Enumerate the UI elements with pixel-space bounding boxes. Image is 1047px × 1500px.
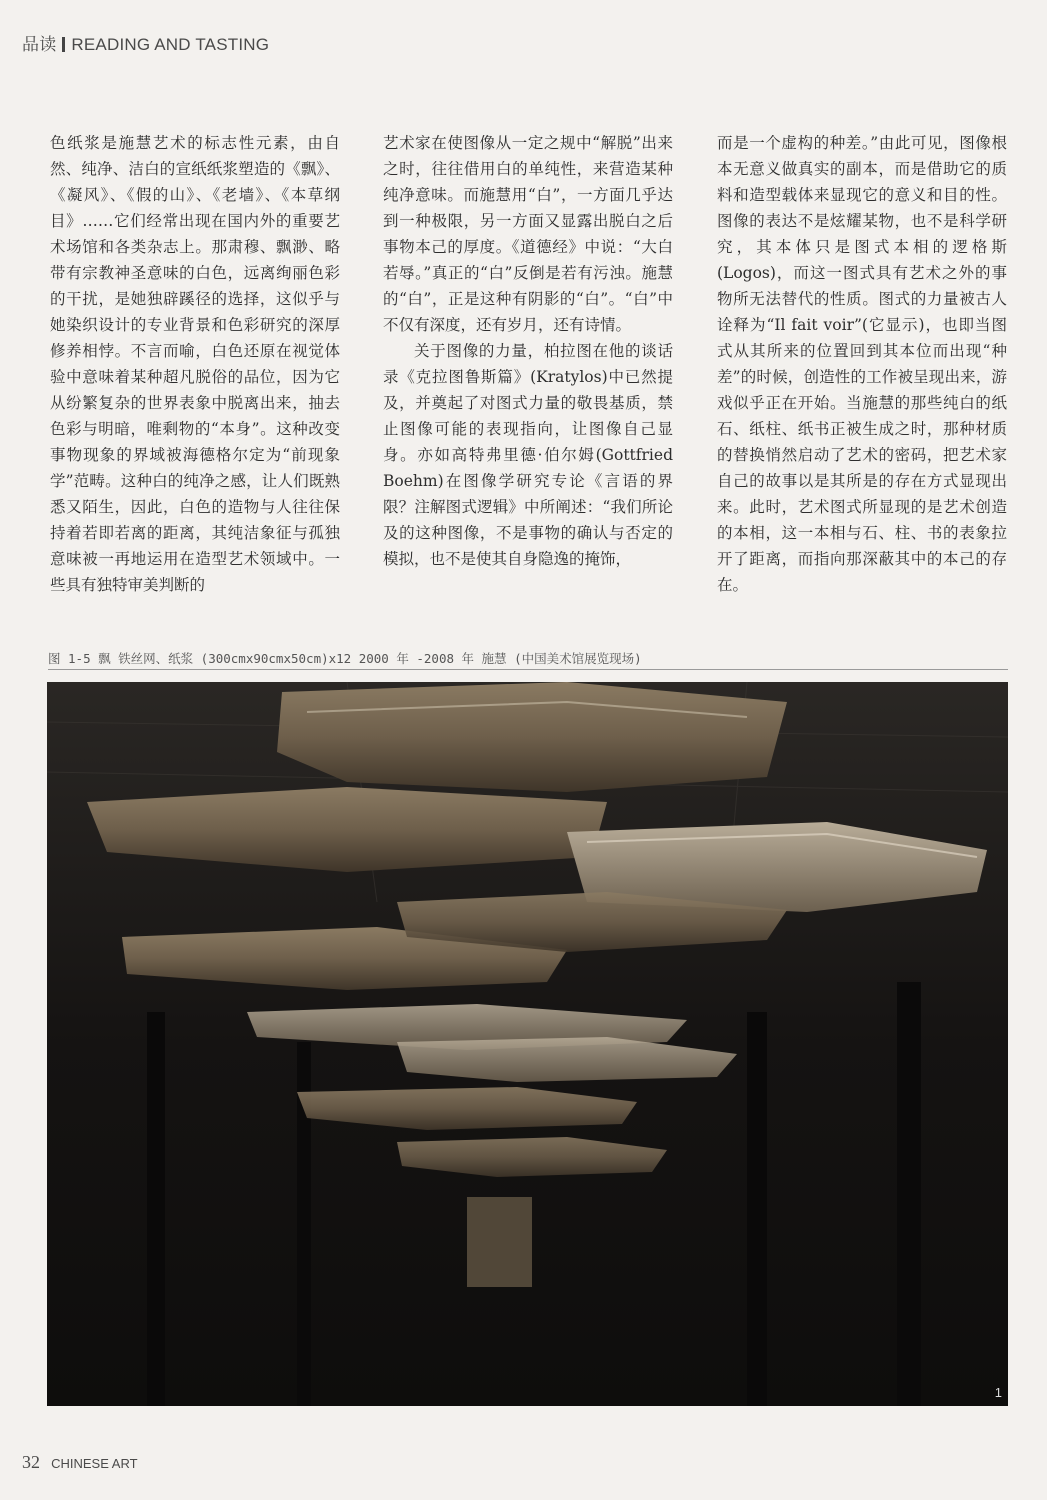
article-column-1	[50, 130, 340, 598]
paragraph: 色纸浆是施慧艺术的标志性元素，由自然、纯净、洁白的宣纸纸浆塑造的《飘》、《凝风》、《假的山》、《老墙》、《本草纲目》……它们经常出现在国内外的重要艺术场馆和各类杂志上。那肃穆、飘渺、略带有宗教神圣意味的白色，远离绚丽色彩的干扰，是她独辟蹊径的选择，这似乎与她染织设计的专业背景和色彩研究的深厚修养相悖。不言而喻，白色还原在视觉体验中意味着某种超凡脱俗的品位，因为它从纷繁复杂的世界表象中脱离出来，抽去色彩与明暗，唯剩物的“本身”。这种改变事物现象的界域被海德格尔定为“前现象学”范畴。这种白的纯净之感，让人们既熟悉又陌生，因此，白色的造物与人往往保持着若即若离的距离，其纯洁象征与孤独意味被一再地运用在造型艺术领域中。一些具有独特审美判断的	[50, 134, 340, 594]
paragraph: 关于图像的力量，柏拉图在他的谈话录《克拉图鲁斯篇》(Kratylos)中已然提及，并奠起了对图式力量的敬畏基质，禁止图像可能的表现指向，让图像自己显身。亦如高特弗里德·伯尔姆(Gottfried Boehm)在图像学研究专论《言语的界限？注解图式逻辑》中所阐述：“我们所论及的这种图像，不是事物的确认与否定的模拟，也不是使其自身隐逸的掩饰，	[383, 342, 673, 568]
magazine-name: CHINESE ART	[51, 1456, 138, 1471]
page-footer	[22, 1452, 138, 1473]
header-divider	[62, 37, 65, 52]
figure-number: 1	[994, 1385, 1002, 1400]
article-column-3	[717, 130, 1007, 598]
section-title-en: READING AND TASTING	[71, 35, 270, 54]
figure-caption: 图 1-5 飘 铁丝网、纸浆 (300cmx90cmx50cm)x12 2000 年 -2008 年 施慧 (中国美术馆展览现场)	[48, 651, 642, 666]
caption-rule	[48, 669, 1008, 670]
page-number: 32	[22, 1452, 40, 1472]
paragraph: 艺术家在使图像从一定之规中“解脱”出来之时，往往借用白的单纯性，来营造某种纯净意味。而施慧用“白”，一方面几乎达到一种极限，另一方面又显露出脱白之后事物本己的厚度。《道德经》中说：“大白若辱。”真正的“白”反倒是若有污浊。施慧的“白”，正是这种有阴影的“白”。“白”中不仅有深度，还有岁月，还有诗情。	[383, 134, 673, 334]
paragraph: 而是一个虚构的种差。”由此可见，图像根本无意义做真实的副本，而是借助它的质料和造型载体来显现它的意义和目的性。图像的表达不是炫耀某物，也不是科学研究，其本体只是图式本相的逻格斯(Logos)，而这一图式具有艺术之外的事物所无法替代的性质。图式的力量被古人诠释为“Il fait voir”(它显示)，也即当图式从其所来的位置回到其本位而出现“种差”的时候，创造性的工作被呈现出来，游戏似乎正在开始。当施慧的那些纯白的纸石、纸柱、纸书正被生成之时，那种材质的替换悄然启动了艺术的密码，把艺术家自己的故事以是其所是的存在方式显现出来。此时，艺术图式所显现的是艺术创造的本相，这一本相与石、柱、书的表象拉开了距离，而指向那深蔽其中的本己的存在。	[717, 134, 1007, 594]
section-header	[22, 30, 269, 55]
article-column-2	[383, 130, 673, 572]
section-title-cn: 品读	[22, 35, 57, 55]
installation-photo	[47, 682, 1008, 1406]
installation-photo-illustration	[47, 682, 1008, 1406]
